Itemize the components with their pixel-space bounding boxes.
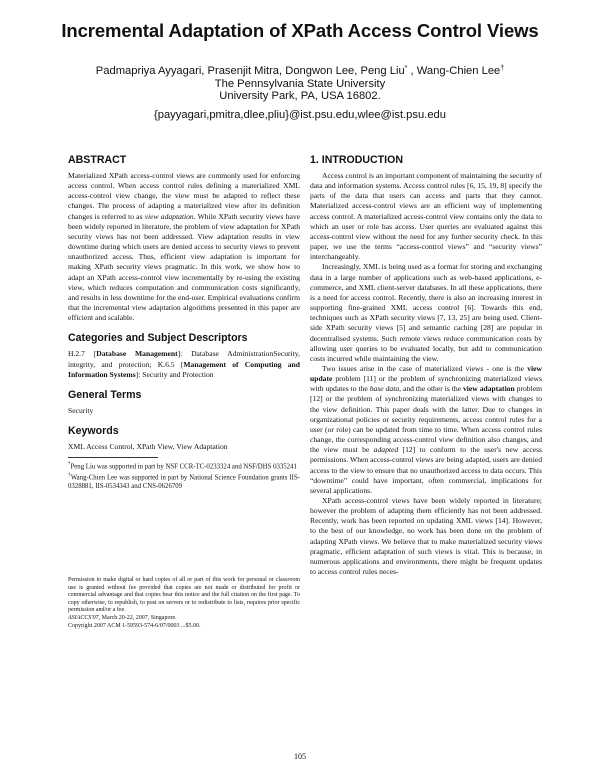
author-emails: {payyagari,pmitra,dlee,pliu}@ist.psu.edu,wlee@ist.psu.edu	[153, 108, 446, 121]
general-terms-heading: General Terms	[68, 388, 142, 401]
intro-paragraph-4: XPath access-control views have been widely reported in literature; however the problem of adapting them efficiently has not been addressed. Recently, work has been reported on updating XML views [14]. However, to the best of our knowledge, no work has been done on the problem of adapting XPath views. We believe that to make materialized security views pragmatic, efficient adaptation of such views is vital. This is because, in numerous applications and environments, there might be frequent updates to access control rules neces-	[310, 496, 542, 577]
author-list: Padmapriya Ayyagari, Prasenjit Mitra, Dongwon Lee, Peng Liu	[95, 65, 405, 77]
author-last: Wang-Chien Lee	[416, 65, 501, 77]
intro-paragraph-1: Access control is an important component of maintaining the security of data and information systems. Access control rules [6, 15, 19, 8] specify the parts of the data that users can access and parts that they cannot. Materialized access-control views are an efficient way of implementing access control. A materialized access-control view contains only the data to which an user or role has access. User queries are evaluated against this access-control view without the need for any further security check. In this paper, we use the terms “access-control views” and “security views” interchangeably.	[310, 171, 542, 262]
footnote-2: †Wang-Chien Lee was supported in part by National Science Foundation grants IIS-0328881, IIS-0534343 and CNS-0626709	[68, 472, 300, 490]
paper-title: Incremental Adaptation of XPath Access Control Views	[61, 20, 539, 41]
footnote-1: *Peng Liu was supported in part by NSF CCR-TC-0233324 and NSF/DHS 0335241	[68, 462, 297, 471]
venue-line: ASIACCS'07, March 20-22, 2007, Singapore.	[68, 614, 177, 621]
intro-paragraph-2: Increasingly, XML is being used as a format for storing and exchanging data in a large number of applications such as web-based applications, e-commerce, and XML client-server databases. In all these applications, there is a need for access control. Recently, there is also an increasing interest in supporting fine-grained XML access control [6]. Towards this end, techniques such as XPath security views [7, 13, 25] are being used. Client-side XPath security views [5] and semantic caching [28] are popular in decentralised systems. Such remote views reduce communication costs by allowing user queries to be evaluated locally, but add to communication costs incurred while maintaining the view.	[310, 262, 542, 363]
address: University Park, PA, USA 16802.	[219, 90, 381, 102]
abstract-text: Materialized XPath access-control views are commonly used for enforcing access control. When access control rules defining a materialized XML access-control view change, the view must be adapted to reflect these changes. The process of adapting a materialized view after its definition changes is referred to as view adaptation. While XPath security views have been widely reported in literature, the problem of view adaptation for XPath security views has not been addressed. View adaptation results in view downtime during which users are denied access to security views to prevent unauthorized access. Thus, efficient view adaptation is important for making XPath security views pragmatic. In this work, we show how to adapt an XPath access-control view incrementally by re-using the existing view, which reduces computation and communication costs significantly, and results in less downtime for the end-user. Empirical evaluations confirm that the incremental view adaptation algorithms presented in this paper are efficient and scalable.	[68, 171, 300, 323]
page-number: 105	[294, 752, 306, 761]
intro-paragraph-3: Two issues arise in the case of materialized views - one is the view update problem [11] or the problem of synchronizing materialized views with updates to the base data, and the other is the view adaptation problem [12] or the problem of synchronizing materialized views with changes to the view definition. This paper deals with the latter. Due to changes in organizational policies or security requirements, access control rules for a user (or role) can be updated from time to time. When access control rules change, the corresponding access-control view definition also changes, and the view must be adapted [12] to conform to the user's new access permissions. When access-control views are being adapted, users are denied access to the view to ensure that no unauthorized access to data occurs. This “downtime” could have important, often commercial, implications for several applications.	[310, 363, 542, 495]
abstract-heading: ABSTRACT	[68, 154, 127, 166]
footnote-mark-star: *	[404, 65, 408, 72]
keywords-text: XML Access Control, XPath View, View Adaptation	[68, 441, 228, 451]
author-names	[0, 65, 600, 78]
footnote-divider	[68, 457, 158, 458]
left-column	[68, 154, 300, 491]
categories-text: H.2.7 [Database Management]: Database AdministrationSecurity, integrity, and protection; K.6.5 [Management of Computing and Information Systems]: Security and Protection	[68, 349, 301, 379]
author-separator: ,	[407, 65, 417, 77]
right-column	[310, 154, 542, 577]
keywords-heading: Keywords	[68, 424, 119, 437]
introduction-heading: 1. INTRODUCTION	[310, 154, 403, 166]
permission-notice	[68, 577, 300, 630]
permission-text: Permission to make digital or hard copies of all or part of this work for personal or classroom use is granted without fee provided that copies are not made or distributed for profit or commercial advantage and that copies bear this notice and the full citation on the first page. To copy otherwise, to republish, to post on servers or to redistribute to lists, requires prior specific permission and/or a fee.	[68, 577, 300, 614]
categories-heading: Categories and Subject Descriptors	[68, 332, 248, 345]
general-terms-text: Security	[68, 405, 94, 415]
footnote-mark-dagger: †	[500, 65, 505, 72]
author-block	[0, 65, 600, 121]
affiliation: The Pennsylvania State University	[214, 77, 386, 90]
copyright-line: Copyright 2007 ACM 1-59593-574-6/07/0003 ...$5.00.	[68, 622, 201, 629]
